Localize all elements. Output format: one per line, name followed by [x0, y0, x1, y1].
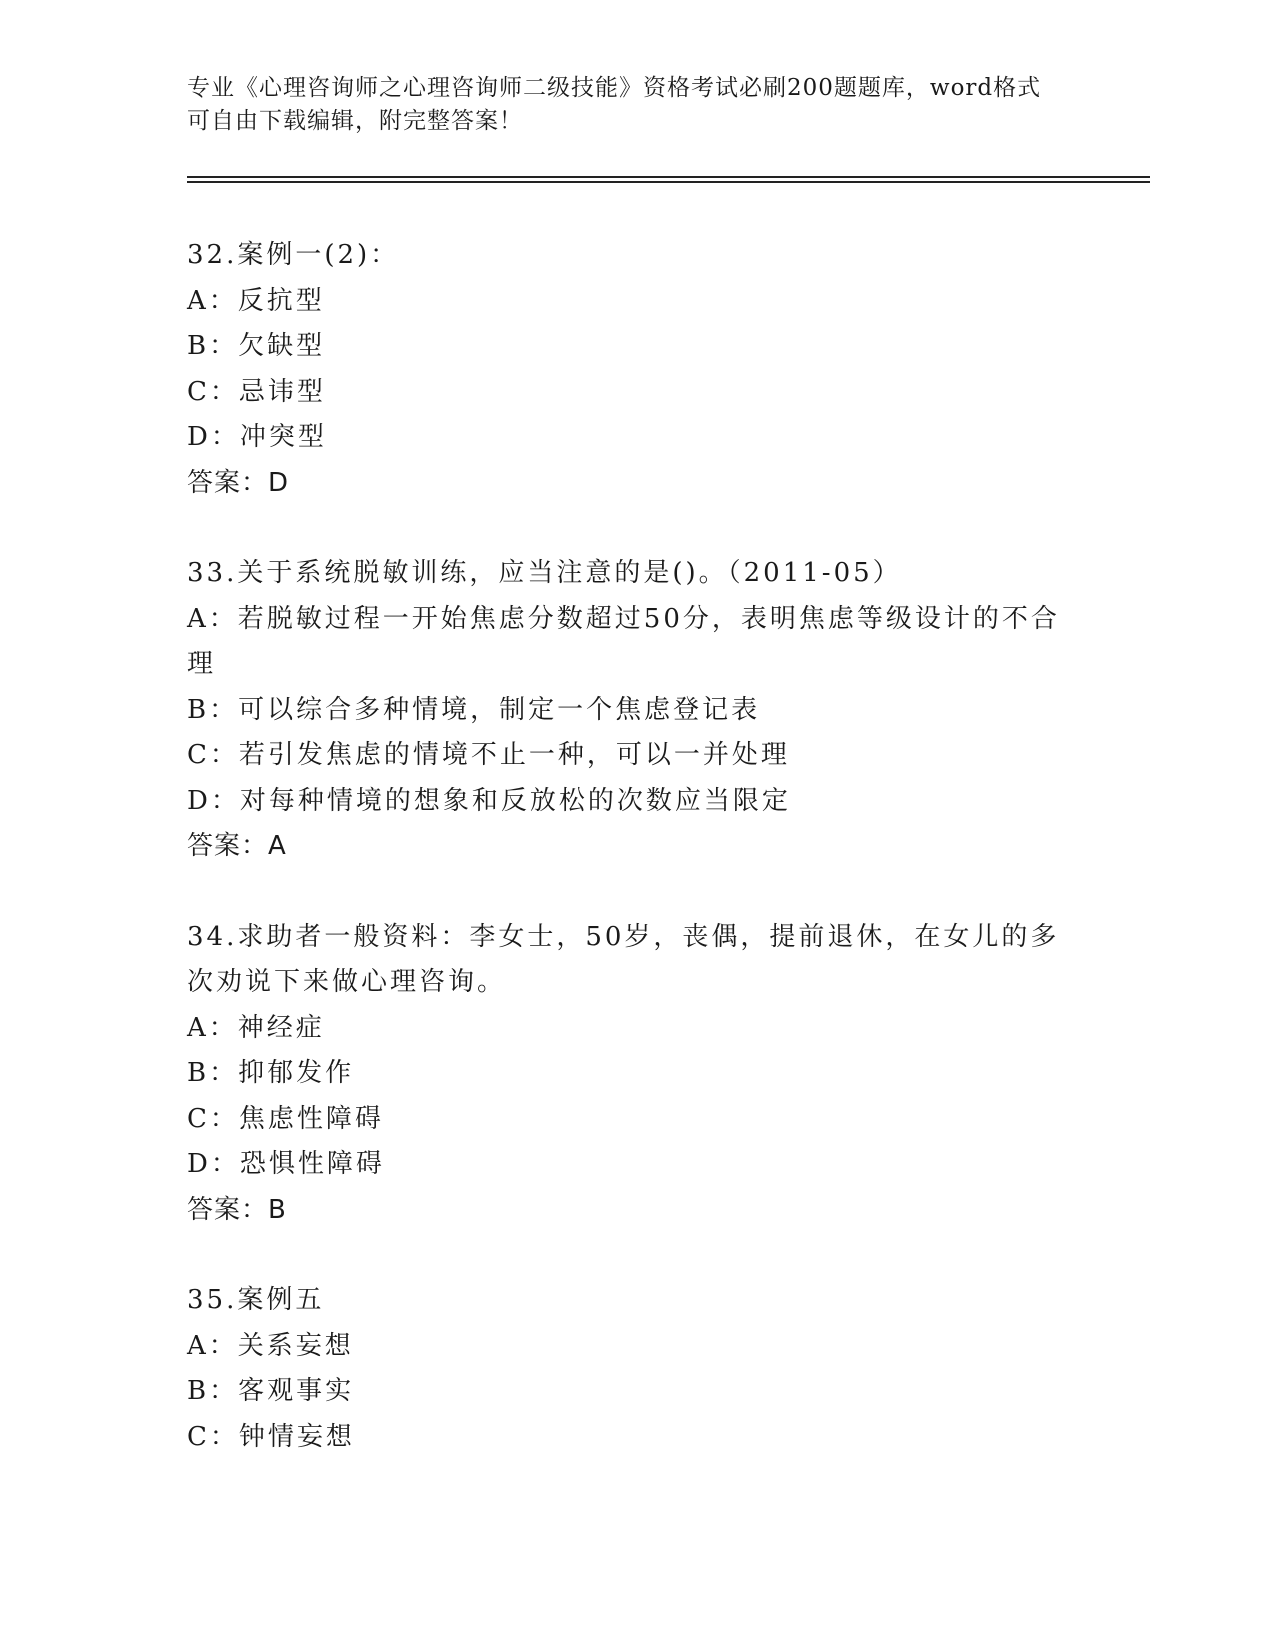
option-b: B：可以综合多种情境，制定一个焦虑登记表	[187, 694, 761, 725]
option-b: B：抑郁发作	[187, 1058, 355, 1088]
option-b: B：客观事实	[187, 1376, 355, 1406]
question-list	[187, 233, 1107, 1505]
option-a: A：若脱敏过程一开始焦虑分数超过50分，表明焦虑等级设计的不合理	[187, 603, 1060, 679]
option-d: D：冲突型	[187, 422, 327, 452]
option-c: C：焦虑性障碍	[187, 1103, 384, 1134]
option-d: D：恐惧性障碍	[187, 1149, 385, 1179]
answer-label: 答案：B	[187, 1194, 287, 1225]
question-stem: 34.求助者一般资料：李女士，50岁，丧偶，提前退休，在女儿的多次劝说下来做心理咨询。	[187, 921, 1060, 997]
question-stem: 33.关于系统脱敏训练，应当注意的是()。（2011-05）	[187, 558, 902, 588]
question-35	[187, 1278, 1107, 1460]
question-stem: 32.案例一(2)：	[187, 240, 400, 270]
option-c: C：忌讳型	[187, 376, 326, 407]
answer-label: 答案：D	[187, 467, 290, 498]
question-34	[187, 915, 1107, 1234]
header-divider-bottom	[187, 181, 1150, 183]
option-a: A：神经症	[187, 1012, 325, 1043]
option-d: D：对每种情境的想象和反放松的次数应当限定	[187, 785, 791, 816]
option-c: C：钟情妄想	[187, 1421, 355, 1452]
document-header	[187, 72, 1087, 138]
option-b: B：欠缺型	[187, 331, 326, 361]
header-line-2: 可自由下载编辑，附完整答案！	[187, 108, 523, 134]
option-a: A：关系妄想	[187, 1330, 354, 1361]
question-32	[187, 233, 1107, 506]
option-a: A：反抗型	[187, 285, 325, 316]
header-line-1: 专业《心理咨询师之心理咨询师二级技能》资格考试必刷200题题库，word格式	[187, 75, 1042, 101]
header-divider-top	[187, 176, 1150, 178]
question-stem: 35.案例五	[187, 1285, 325, 1315]
answer-label: 答案：A	[187, 831, 287, 861]
option-c: C：若引发焦虑的情境不止一种，可以一并处理	[187, 740, 790, 770]
question-33	[187, 551, 1107, 870]
